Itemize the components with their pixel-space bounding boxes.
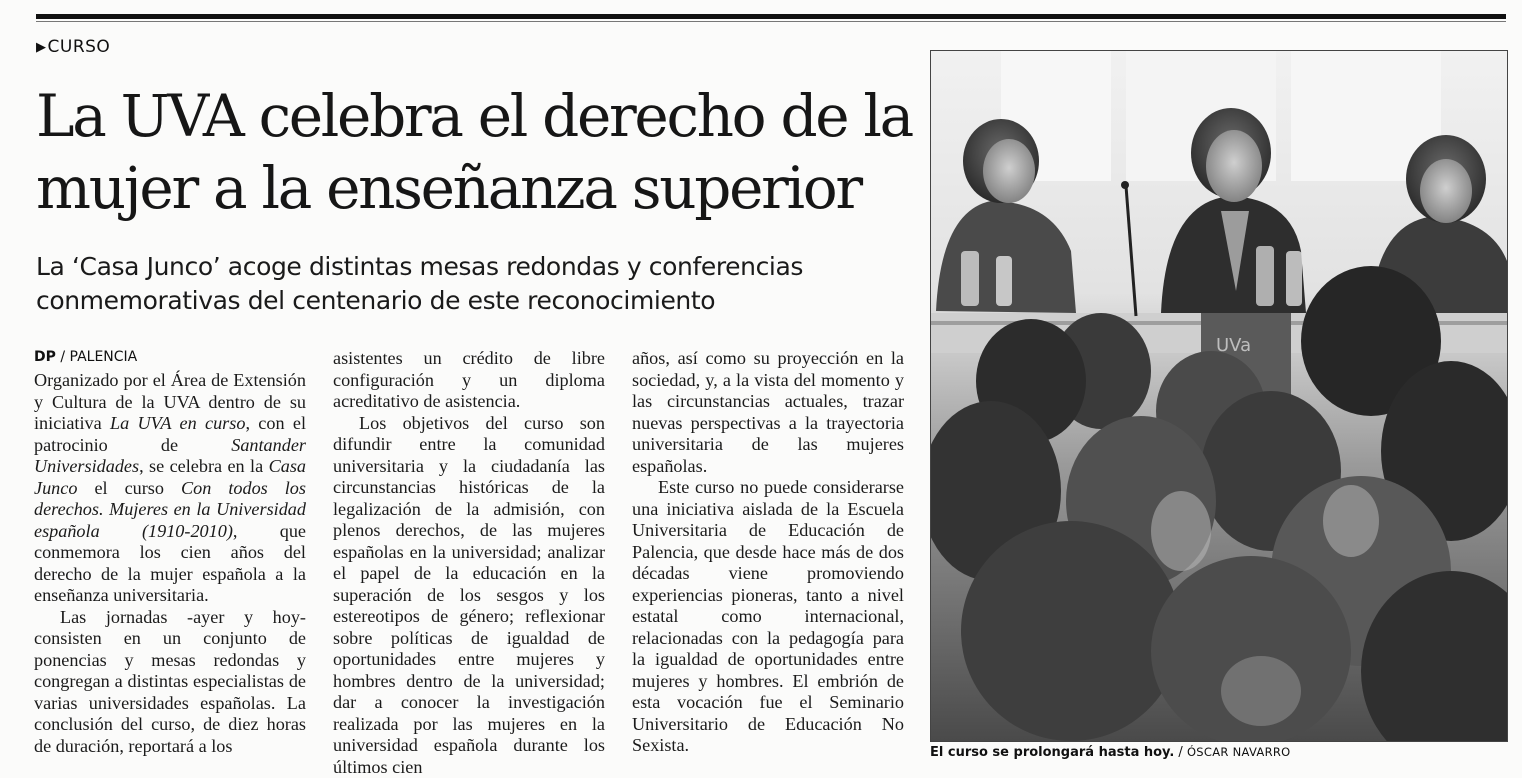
paragraph: años, así como su proyección en la sociedad, y, a la vista del momento y las circunstancias actuales, trazar nuevas perspectivas a la trayectoria universitaria de las mujeres españolas. (632, 348, 904, 477)
photo-credit: ÓSCAR NAVARRO (1187, 745, 1291, 759)
course-title: Con todos los derechos. Mujeres en la Universidad española (1910-2010) (34, 478, 306, 541)
article-photo (930, 50, 1508, 742)
paragraph: Las jornadas -ayer y hoy- consisten en un conjunto de ponencias y mesas redondas y congregan a distintas especialistas de varias universidades españolas. La conclusión del curso, de diez horas de duración, reportará a los (34, 607, 306, 758)
top-rule-thin (36, 21, 1506, 22)
subheadline: La ‘Casa Junco’ acoge distintas mesas redondas y conferencias conmemorativas del centenario de este reconocimiento (36, 250, 916, 318)
caption-text: El curso se prolongará hasta hoy. (930, 745, 1174, 760)
sponsor-name: Santander Universidades (34, 435, 306, 477)
photo-icon (931, 51, 1507, 741)
byline-location: PALENCIA (70, 349, 138, 365)
top-rule (36, 14, 1506, 19)
byline (34, 349, 137, 365)
paragraph: Los objetivos del curso son difundir entre la comunidad universitaria y la ciudadanía las circunstancias históricas de la legalización de la admisión, con plenos derechos, de las mujeres españolas en la universidad; analizar el papel de la educación en la superación de los sesgos y los estereotipos de género; reflexionar sobre políticas de igualdad de oportunidades entre mujeres y hombres dentro de la universidad; dar a conocer la investigación realizada por las mujeres en la universidad española durante los últimos cien (333, 413, 605, 778)
caption-separator: / (1174, 745, 1187, 760)
paragraph: Organizado por el Área de Extensión y Cultura de la UVA dentro de su iniciativa La UVA en curso, con el patrocinio de Santander Universidades, se celebra en la Casa Junco el curso Con todos los derechos. Mujeres en la Universidad española (1910-2010), que conmemora los cien años del derecho de la mujer española a la enseñanza universitaria. (34, 370, 306, 607)
byline-separator: / (56, 349, 70, 365)
photo-caption (930, 745, 1291, 760)
article-column-3 (632, 348, 904, 757)
headline: La UVA celebra el derecho de la mujer a la enseñanza superior (36, 80, 916, 224)
venue-name: Casa Junco (34, 456, 306, 498)
initiative-name: La UVA en curso (110, 413, 245, 433)
section-label (36, 37, 110, 57)
section-label-text: CURSO (48, 37, 111, 57)
paragraph: asistentes un crédito de libre configuración y un diploma acreditativo de asistencia. (333, 348, 605, 413)
byline-agency: DP (34, 349, 56, 365)
banner-text: UVa (1216, 335, 1251, 356)
article-column-1 (34, 370, 306, 757)
article-column-2 (333, 348, 605, 778)
paragraph: Este curso no puede considerarse una iniciativa aislada de la Escuela Universitaria de Educación de Palencia, que desde hace más de dos décadas viene promoviendo experiencias pioneras, tanto a nivel estatal como internacional, relacionadas con la pedagogía para la igualdad de oportunidades entre mujeres y hombres. El embrión de esta vocación fue el Seminario Universitario de Educación No Sexista. (632, 477, 904, 757)
section-triangle-icon: ▶ (36, 40, 47, 55)
